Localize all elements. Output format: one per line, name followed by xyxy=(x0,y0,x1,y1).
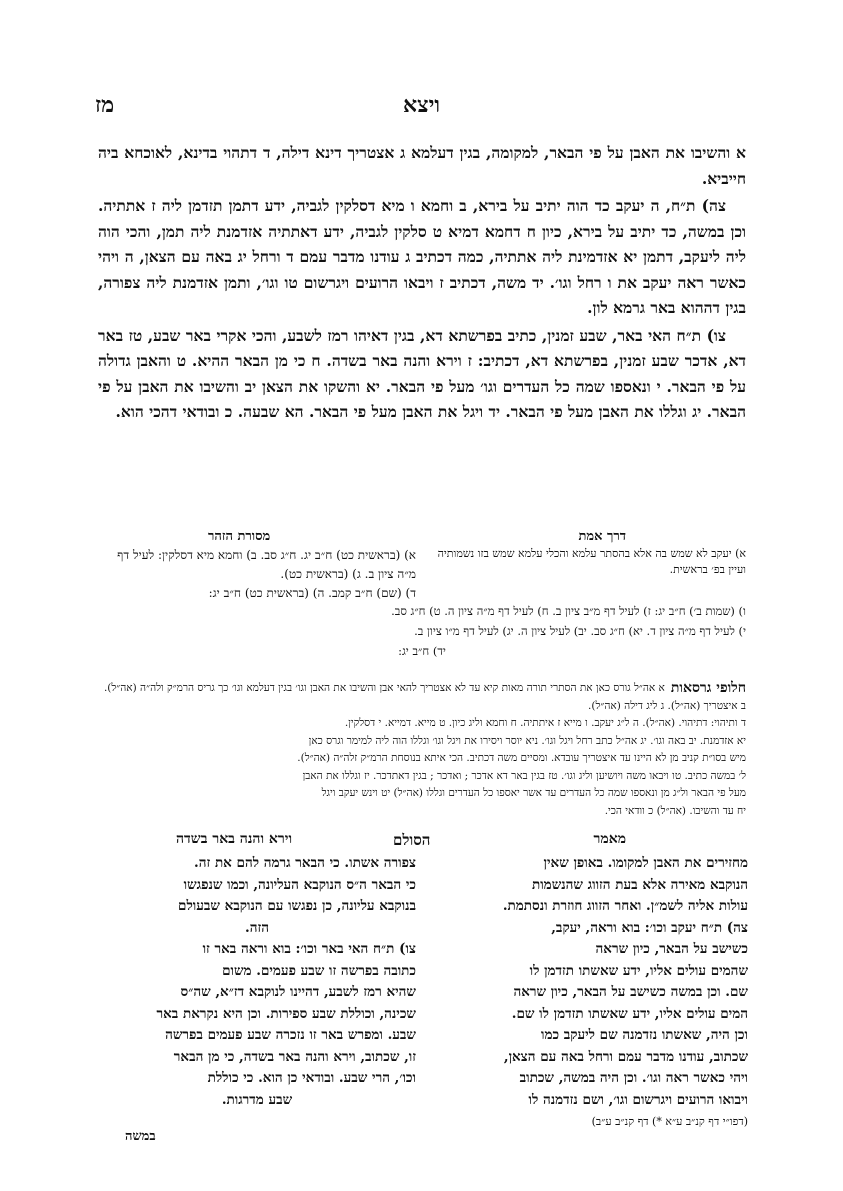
reading-line: מיש בסו״ת קניב מן לא היינו עד איצטריך עובדא. ומסיים משה דכתיב. הכי איתא בנוסחת הרמ״ק זלה״ה (אה״ל). xyxy=(297,752,746,764)
topic-heading: וירא והנה באר בשדה xyxy=(176,831,293,847)
reading-line: מעל פי הבאר ול״ג מן ונאספו שמה כל העדרים עד אשר יאספו כל העדרים וגללו (אה״ל) יט וינש יעקב ויגל xyxy=(321,787,746,799)
commentary-line: עולות אליה לשמ״ן. ואחר הזווג חוזרת ונסתמת. xyxy=(502,898,748,914)
page-number: מז xyxy=(95,92,115,118)
commentary-line: זו, שכתוב, וירא והנה באר בשדה, כי מן הבאר xyxy=(173,1048,416,1065)
commentary-line: מחזירים את האבן למקומו. באופן שאין xyxy=(543,855,748,871)
derech-emet-text: א) יעקב לא שמש בה אלא בהסתר עלמא והכלי עלמא שמש בזו נשמותיה ועיין בפ׳ בראשית. xyxy=(437,547,746,576)
commentary-right-column xyxy=(430,853,748,1133)
commentary-line: וכו׳, הרי שבע. ובודאי כן הוא. כי כוללת xyxy=(207,1070,416,1086)
catchword: במשה xyxy=(125,1129,156,1144)
masoret-line: יד) ח״ב יג: xyxy=(398,644,446,658)
commentary-line: שכינה, וכוללת שבע ספירות. וכן היא נקראת באר xyxy=(156,1005,416,1022)
commentary-line: שבע. ומפרש באר זו נזכרה שבע פעמים בפרשה xyxy=(165,1027,416,1043)
commentary-headers xyxy=(98,831,746,853)
commentary-line: צפורה אשתו. כי הבאר גרמה להם את זה. xyxy=(194,855,416,871)
alternate-readings-label: חלופי גרסאות xyxy=(670,680,746,696)
commentary-left-column xyxy=(98,853,416,1111)
commentary-page-note: (דפו״י דף קנ״ב ע״א *) דף קנ״ב ע״ב) xyxy=(591,1115,748,1128)
masoret-line: א) (בראשית כט) ח״ב יג. ח״ג סב. ב) וחמא מיא דסלקין: לעיל דף מ״ה ציון ב. ג) (בראשית כט). xyxy=(117,548,416,581)
commentary-line: כי הבאר ה״ס הנוקבא העליונה, וכמו שנפגשו xyxy=(183,876,416,893)
main-paragraph-95: צה) ת״ח, ה יעקב כד הוה יתיב על בירא, ב וחמא ו מיא דסלקין לגביה, ידע דתמן תזדמן ליה ז אתתיה. וכן במשה, כד יתיב על בירא, כיון ח דחמא דמיא ט סלקין לגביה, ידע דאתתיה אזדמנת ליה תמן, והכי הוה ליה ליעקב, דתמן יא אזדמינת ליה אתתיה, כמה דכתיב ג עודנו מדבר עמם ד ורחל יג באה עם הצאן, ה ויהי כאשר ראה יעקב את ו רחל וגו׳. יד משה, דכתיב ז ויבאו הרועים ויגרשום טו וגו׳, ותמן אזדמנת ליה צפורה, בגין דההוא באר גרמא לון. xyxy=(98,196,746,317)
notes-headers xyxy=(98,528,746,546)
main-paragraph-lead: א והשיבו את האבן על פי הבאר, למקומה, בגין דעלמא ג אצטריך דינא דילה, ד דתהוי בדינא, לאוכחא ביה חייביא. xyxy=(98,143,747,188)
commentary-line: שבע מדרגות. xyxy=(221,1091,293,1108)
derech-emet-heading: דרך אמת xyxy=(578,529,626,544)
commentary-line: צה) ת״ח יעקב וכו׳: בוא וראה, יעקב, xyxy=(551,919,748,936)
running-title: ויצא xyxy=(402,92,441,118)
reading-line: יח עד והשיבו. (אה״ל) כ וודאי הכי. xyxy=(604,804,746,817)
masoret-line: ד) (שם) ח״ב קמב. ה) (בראשית כט) ח״ב יג: xyxy=(208,586,416,600)
page-header xyxy=(95,92,748,122)
hasulam-heading: הסולם xyxy=(393,831,431,849)
commentary-line: בנוקבא עליונה, כן נפגשו עם הנוקבא שבעולם xyxy=(178,898,416,914)
main-paragraph-96: צו) ת״ח האי באר, שבע זמנין, כתיב בפרשתא דא, בגין דאיהו רמז לשבע, והכי אקרי באר שבע, טז באר דא, אדכר שבע זמנין, בפרשתא דא, דכתיב: ז וירא והנה באר בשדה. ח כי מן הבאר ההיא. ט והאבן גדולה על פי הבאר. י ונאספו שמה כל העדרים וגו׳ מעל פי הבאר. יא והשקו את הצאן יב והשיבו את האבן על פי הבאר. יג וגללו את האבן מעל פי הבאר. יד ויגל את האבן מעל פי הבאר. הא שבעה. כ ובודאי דהכי הוא. xyxy=(98,325,746,421)
reading-line: א אה״ל גורס כאן את הסתרי תורה מאות קיא עד לא אצטריך להאי אבן והשיבו את האבן וגו׳ בגין דעלמא וגו׳ כך גריס הרמ״ק ולה״ה (אה״ל). ב איצטריך (אה״ל). ג ליג דילה (אה״ל). xyxy=(103,682,746,712)
commentary-line: הזה. xyxy=(245,919,269,936)
commentary-line: שהיא רמז לשבע, דהיינו לנוקבא דז״א, שה״ס xyxy=(180,984,416,1000)
reading-line: ל׳ במשה כתיב. טו ויבאו משה ויושיען וליג וגו׳. טז בגין באר דא אדכר ; ואדכר ; בגין דאתדכר. יז וגללו את האבן xyxy=(302,769,746,782)
main-text xyxy=(98,140,746,425)
masoret-line: י) לעיל דף מ״ה ציון ד. יא) ח״ג סב. יב) לעיל ציון ה. יג) לעיל דף מ״ו ציון ב. xyxy=(414,624,746,638)
commentary-line: כתובה בפרשה זו שבע פעמים. משום xyxy=(222,962,416,979)
commentary-line: ויבואו הרועים ויגרשום וגו׳, ושם נזדמנה לו xyxy=(528,1091,748,1108)
alternate-readings xyxy=(98,680,746,820)
commentary-line: וכן היה, שאשתו נזדמנה שם ליעקב כמו xyxy=(540,1027,748,1043)
commentary-line: שהמים עולים אליו, ידע שאשתו תזדמן לו xyxy=(529,962,748,979)
reading-line: יא אזדמנת. יב באה וגו׳. יג אה״ל כתב רחל ויגל וגו׳. ניא יוסר ויסירו את ויגל וגו׳ וגללו הוה ליה למימר וגרס כאן xyxy=(308,734,746,747)
maamar-heading: מאמר xyxy=(593,831,626,847)
commentary-line: צו) ת״ח האי באר וכו׳: בוא וראה באר זו xyxy=(202,941,416,957)
commentary-line: שכתוב, עודנו מדבר עמם ורחל באה עם הצאן, xyxy=(503,1048,748,1065)
commentary-line: המים עולים אליו, ידע שאשתו תזדמן לו שם. xyxy=(511,1005,748,1022)
masoret-column xyxy=(98,546,416,603)
notes-section xyxy=(98,546,746,674)
commentary-line: הנוקבא מאירה אלא בעת הזווג שהנשמות xyxy=(532,876,748,893)
masoret-line: ו) (שמות ב׳) ח״ב יג: ז) לעיל דף מ״ב ציון ב. ח) לעיל דף מ״ה ציון ה. ט) ח״ג סב. xyxy=(391,604,746,618)
commentary-line: שם. וכן במשה כשישב על הבאר, כיון שראה xyxy=(513,984,748,1000)
masoret-heading: מסורת הזהר xyxy=(208,529,271,544)
commentary-line: ויהי כאשר ראה וגו׳. וכן היה במשה, שכתוב xyxy=(519,1070,748,1086)
commentary-line: כשישב על הבאר, כיון שראה xyxy=(595,941,748,957)
reading-line: ד ותיהוי: דתיהוי. (אה״ל). ה ל״ג יעקב. ו מייא ז איתתיה. ח וחמא וליג כיון. ט מייא. דמייא. י דסלקין. xyxy=(344,717,746,729)
